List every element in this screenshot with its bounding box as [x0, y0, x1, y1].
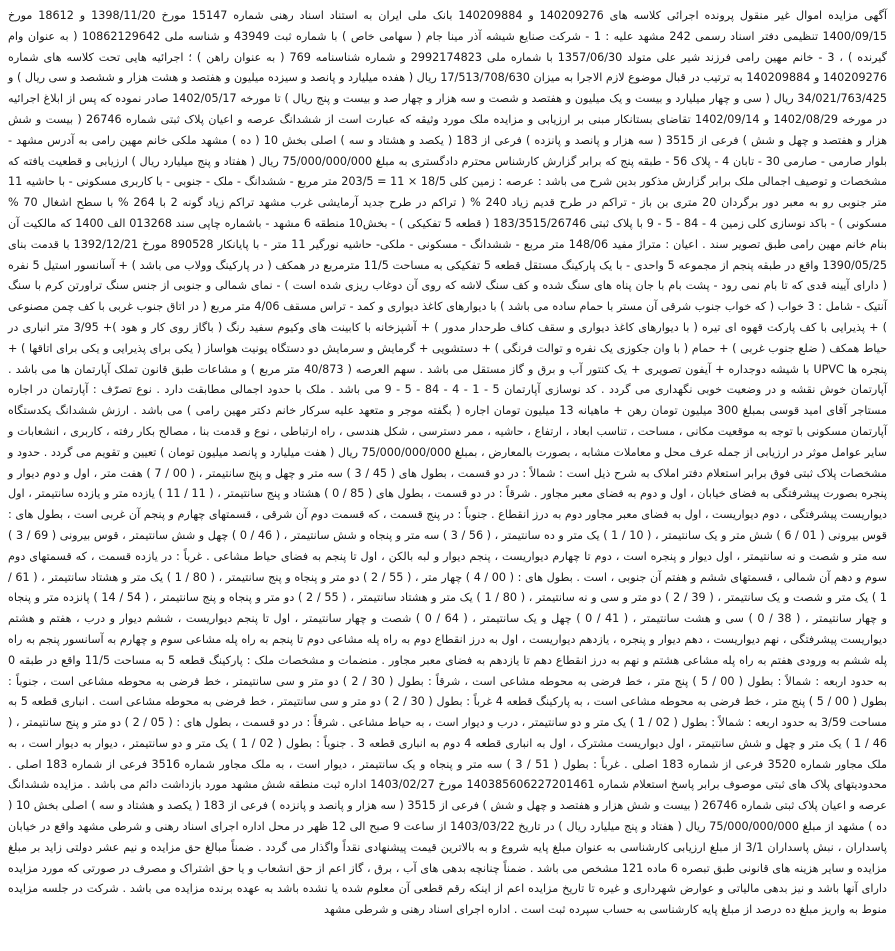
notice-body-text: آگهی مزایده اموال غیر منقول پرونده اجرائی کلاسه های 140209276 و 140209884 بانک ملی ایران به استناد اسناد رهنی شماره 15147 مورخ 1398/11/20 و 18612 مورخ 1400/09/15 تنظیمی دفتر اسناد رسمی 242 مشهد علیه : 1 - شرکت صنایع شیشه آذر مینا جام ( سهامی خاص ) با شماره ثبت 43949 و شناسه ملی 10862129642 ( به عنوان وام گیرنده ) ، 3 - خانم مهین رامی فرزند شیر علی متولد 1357/06/30 با شماره ملی 2992174823 و شماره شناسنامه 769 ( به عنوان راهن ) ؛ اجرائیه هایی تحت کلاسه های شماره 140209276 و 140209884 به ترتیب در قبال موضوع لازم الاجرا به میزان 17/513/708/630 ریال ( هفده میلیارد و پانصد و سیزده میلیون و هفتصد و هشت هزار و ششصد و سی ریال ) و 34/021/763/425 ریال ( سی و چهار میلیارد و بیست و یک میلیون و هفتصد و شصت و سه هزار و چهار صد و بیست و پنج ریال ) تا مورخه 1402/05/17 صادر نموده که پس از ابلاغ اجرائیه در مورخه 1402/08/29 و 1402/09/14 تقاضای بستانکار مبنی بر ارزیابی و مزایده ملک مورد وثیقه که عبارت است از ششدانگ عرصه و اعیان پلاک ثبتی شماره 26746 ( بیست و شش هزار و هفتصد و چهل و شش ) فرعی از 3515 ( سه هزار و پانصد و پانزده ) فرعی از 183 ( یکصد و هشتاد و سه ) اصلی بخش 10 ( ده ) مشهد ملکی خانم مهین رامی به آدرس مشهد - بلوار صارمی - صارمی 30 - تابان 4 - پلاک 56 - طبقه پنج که برابر گزارش کارشناس محترم دادگستری به مبلغ 75/000/000/000 ریال ( هفتاد و پنج میلیارد ریال ) ارزیابی و قطعیت یافته که مشخصات و توصیف اجمالی ملک برابر گزارش مذکور بدین شرح می باشد : عرصه : زمین کلی 18/5 × 11 = 203/5 متر مربع - ششدانگ - ملک - جنوبی - با کاربری مسکونی - با حاشیه 11 متر جنوبی رو به معبر دور برگردان 20 متری بن باز - تراکم در طرح قدیم زیاد 240 % ( تراکم در طرح جدید آرمایشی غرب مشهد تراکم زیاد گونه 2 با 264 % با سطح اشغال 70 % مسکونی ) - باکد نوسازی کلی زمین 4 - 84 - 5 - 9 با پلاک ثبتی 183/3515/26746 ( قطعه 5 تفکیکی ) - بخش10 منطقه 6 مشهد - باشماره چاپی سند 013268 الف 1400 که مالکیت آن بنام خانم مهین رامی طبق تصویر سند . اعیان : متراژ مفید 148/06 متر مربع - ششدانگ - مسکونی - ملکی- حاشیه نورگیر 11 متر - با پایانکار 890528 مورخ 1392/12/21 با قدمت بنای 1390/05/25 واقع در طبقه پنجم از مجموعه 5 واحدی - با یک پارکینگ مستقل قطعه 5 تفکیکی به مساحت 11/5 مترمربع در همکف ( در پارکینگ وولاب می باشد ) + آسانسور استیل 5 نفره ( دارای آیینه قدی که تا بام نمی رود - پشت بام با جان پناه های سنگ شده و کف سنگ لاشه که روی آن دوغاب ریزی شده است ) - نمای شمالی و جنوبی از جنس سنگ تراورتن کرم با سنگ آنتیک - شامل : 3 خواب ( که خواب جنوب شرقی آن مستر با حمام ساده می باشد ) با دیوارهای کاغذ دیواری و کمد - تراس مسقف 4/06 متر مربع ( در اتاق جنوب غربی با کف چمن مصنوعی ) + پذیرایی با کف پارکت قهوه ای تیره ( با دیوارهای کاغذ دیواری و سقف کناف طرحدار مدور ) + آشپزخانه با کابینت های وکیوم سفید رنگ ( باگاز روی کار و هود )+ 3/95 متر انباری در حیاط همکف ( ضلع جنوب غربی ) + حمام ( با وان جکوزی یک نفره و توالت فرنگی ) + دستشویی + گرمایش و سرمایش دو دستگاه یونیت هواساز ( یکی برای پذیرایی و یکی برای اتاقها ) + پنجره ها UPVC با شیشه دوجداره + آیفون تصویری + یک کنتور آب و برق و گاز مستقل می باشد . سهم العرصه ( 40/873 متر مربع ) و مشاعات طبق قانون تملک آپارتمان ها می باشد . آپارتمان خوش نقشه و در وضعیت خوبی نگهداری می گردد . کد نوسازی آپارتمان 5 - 1 - 4 - 84 - 5 - 9 می باشد . ملک با حدود اجمالی مطابقت دارد . نوع تصرّف : آپارتمان در اجاره مستاجر آقای امید قوسی بمبلغ 300 میلیون تومان رهن + ماهیانه 13 میلیون تومان اجاره ( بگفته موجر و متعهد علیه سرکار خانم دکتر مهین رامی ) می باشد . ارزش ششدانگ یکدستگاه آپارتمان مسکونی با توجه به موقعیت مکانی ، مساحت ، تناسب ابعاد ، ارتفاع ، حاشیه ، ممر دسترسی ، شکل هندسی ، راه ارتباطی ، نوع و قدمت بنا ، مصالح بکار رفته ، کاربری ، انشعابات و سایر عوامل موثر در ارزیابی از جمله عرف محل و معاملات مشابه ، بصورت بالمعارض ، بمبلغ 75/000/000/000 ریال ( هفت میلیارد و پانصد میلیون تومان ) تعیین و تقویم می گردد . حدود و مشخصات پلاک ثبتی فوق برابر استعلام دفتر املاک به شرح ذیل است : شمالاً : در دو قسمت ، بطول های ( 45 / 3 ) سه متر و چهل و پنج سانتیمتر ، ( 00 / 7 ) هفت متر ، اول و دوم دیوار و پنجره بصورت پیشرفتگی به فضای خیابان ، اول و دوم به فضای معبر مجاور . شرقاً : در دو قسمت ، بطول های ( 85 / 0 ) هشتاد و پنج سانتیمتر ، ( 11 / 11 ) یازده متر و یازده سانتیمتر ، اول دیواریست پیشرفتگی ، دوم دیواریست ، اول به فضای معبر مجاور دوم به درز انقطاع . جنوباً : در پنج قسمت ، که قسمت دوم آن شرقی ، قسمتهای چهارم و پنجم آن غربی است ، بطول های : قوس بیرونی ( 01 / 6 ) شش متر و یک سانتیمتر ، ( 10 / 1 ) یک متر و ده سانتیمتر ، ( 56 / 3 ) سه متر و پنجاه و شش سانتیمتر ، ( 46 / 0 ) چهل و شش سانتیمتر ، قوس بیرونی ( 69 / 3 ) سه متر و شصت و نه سانتیمتر ، اول دیوار و پنجره است ، دوم تا چهارم دیواریست ، پنجم دیوار و لبه بالکن ، اول تا پنجم به فضای حیاط مشاعی . غرباً : در یازده قسمت ، که قسمتهای دوم سوم و دهم آن شمالی ، قسمتهای ششم و هفتم آن جنوبی ، است . بطول های : ( 00 / 4 ) چهار متر ، ( 55 / 2 ) دو متر و پنجاه و پنج سانتیمتر ، ( 80 / 1 ) یک متر و هشتاد سانتیمتر ، ( 61 / 1 ) یک متر و شصت و یک سانتیمتر ، ( 39 / 2 ) دو متر و سی و نه سانتیمتر ، ( 80 / 1 ) یک متر و هشتاد سانتیمتر ، ( 55 / 2 ) دو متر و پنجاه و پنج سانتیمتر ، ( 54 / 14 ) پانزده متر و پنجاه و چهار سانتیمتر ، ( 38 / 0 ) سی و هشت سانتیمتر ، ( 41 / 0 ) چهل و یک سانتیمتر ، ( 64 / 0 ) شصت و چهار سانتیمتر ، اول تا پنجم دیواریست ، ششم دیوار و درب ، هفتم و هشتم دیواریست پیشرفتگی ، نهم دیواریست ، دهم دیوار و پنجره ، یازدهم دیواریست ، اول به درز انقطاع دوم به راه پله مشاعی دوم تا پنجم به راه پله مشاعی سوم و چهارم به آسانسور پنجم به راه پله ششم به ورودی هفتم به راه پله مشاعی هشتم و نهم به درز انقطاع دهم تا یازدهم به فضای معبر مجاور . منضمات و مشخصات ملک : پارکینگ قطعه 5 به مساحت 11/5 واقع در طبقه 0 به حدود اربعه : شمالاً : بطول ( 00 / 5 ) پنج متر ، خط فرضی به محوطه مشاعی است ، شرقاً : بطول ( 30 / 2 ) دو متر و سی سانتیمتر ، خط فرضی به محوطه مشاعی است ، جنوباً : بطول ( 00 / 5 ) پنج متر ، خط فرضی به محوطه مشاعی است ، به پارکینگ قطعه 4 غرباً : بطول ( 30 / 2 ) دو متر و سی سانتیمتر ، خط فرضی به محوطه مشاعی است . انباری قطعه 5 به مساحت 3/59 به حدود اربعه : شمالاً : بطول ( 02 / 1 ) یک متر و دو سانتیمتر ، درب و دیوار است ، به حیاط مشاعی . شرقاً : در دو قسمت ، بطول های : ( 05 / 2 ) دو متر و پنج سانتیمتر ، ( 46 / 1 ) یک متر و چهل و شش سانتیمتر ، اول دیواریست مشترک ، اول به انباری قطعه 4 دوم به انباری قطعه 3 . جنوباً : بطول ( 02 / 1 ) یک متر و دو سانتیمتر ، دیوار به دیوار است ، به ملک مجاور شماره 3520 فرعی از شماره 183 اصلی . غرباً : بطول ( 51 / 3 ) سه متر و پنجاه و یک سانتیمتر ، دیوار است ، به ملک مجاور شماره 3516 فرعی از شماره 183 اصلی . محدودیتهای پلاک های ثبتی موصوف برابر پاسخ استعلام شماره 140385606227201461 مورخ 1403/02/27 اداره ثبت منطقه شش مشهد مورد بازداشت دائم می باشد . مزایده ششدانگ عرصه و اعیان پلاک ثبتی شماره 26746 ( بیست و شش هزار و هفتصد و چهل و شش ) فرعی از 3515 ( سه هزار و پانصد و پانزده ) فرعی از 183 ( یکصد و هشتاد و سه ) اصلی بخش 10 ( ده ) مشهد از مبلغ 75/000/000/000 ریال ( هفتاد و پنج میلیارد ریال ) در تاریخ 1403/03/22 از ساعت 9 صبح الی 12 ظهر در محل اداره اجرای اسناد رهنی و شرطی مشهد واقع در خیابان پاسداران ، نبش پاسداران 3/1 از مبلغ ارزیابی کارشناسی به عنوان مبلغ پایه شروع و به بالاترین قیمت پیشنهادی نقداً واگذار می گردد . ضمناً مبالغ حق مزایده و نیم عشر دولتی زاید بر مبلغ مزایده و سایر هزینه های قانونی طبق تبصره 6 ماده 121 مشخص می باشد . ضمناً چنانچه بدهی های آب ، برق ، گاز اعم از حق انشعاب و یا حق اشتراک و مصرف در صورتی که مورد مزایده دارای آنها باشد و نیز بدهی مالیاتی و عوارض شهرداری و غیره تا تاریخ مزایده اعم از اینکه رقم قطعی آن معلوم شده یا نشده باشد به عهده برنده مزایده می باشد . شرکت در جلسه مزایده منوط به واریز مبلغ ده درصد از مبلغ پایه کارشناسی به حساب سپرده ثبت است . اداره اجرای اسناد رهنی و شرطی مشهد: [8, 9, 888, 917]
